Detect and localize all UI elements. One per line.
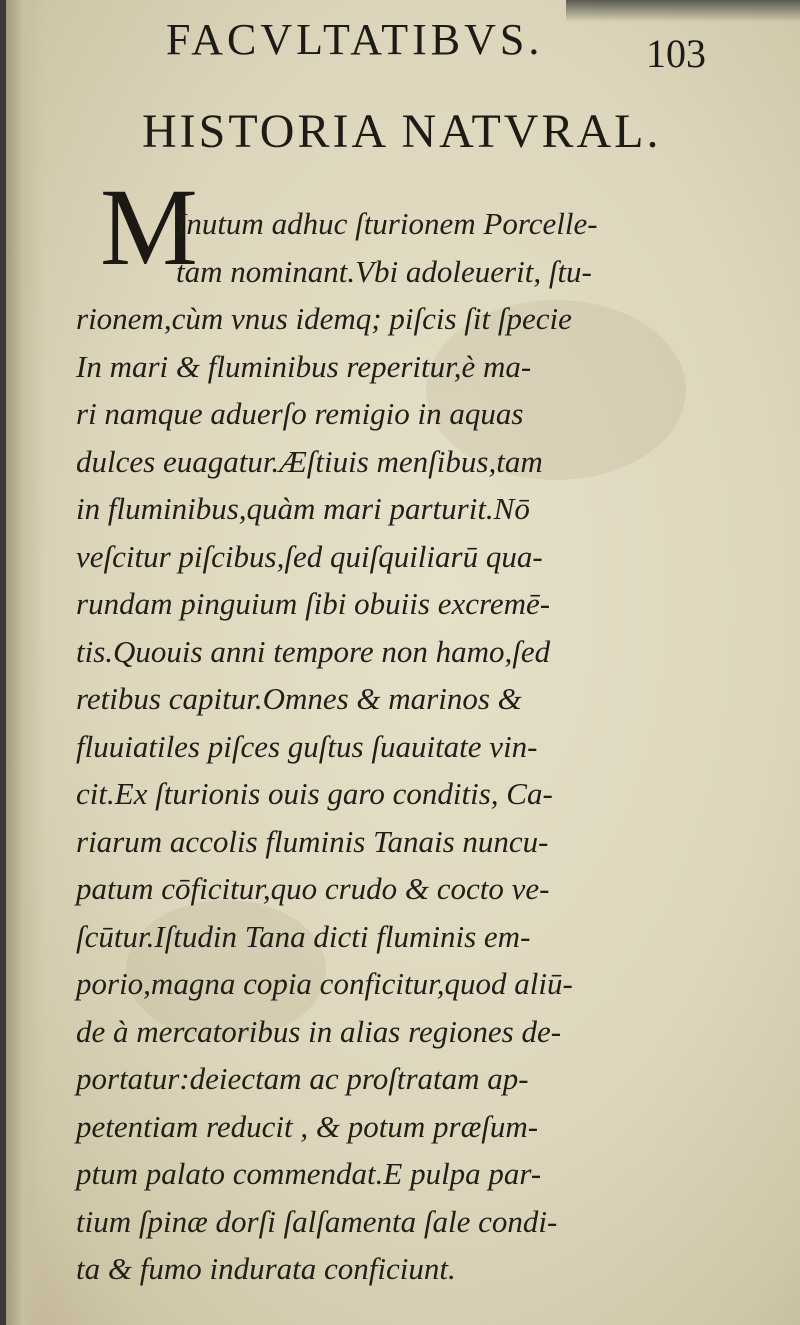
text-line: ſcūtur.Iſtudin Tana dicti fluminis em- — [76, 918, 531, 954]
text-line: ri namque aduerſo remigio in aquas — [76, 396, 524, 431]
running-head-title: FACVLTATIBVS. — [166, 15, 544, 64]
text-line: tam nominant.Vbi adoleuerit, ſtu- — [176, 253, 592, 289]
book-page — [6, 0, 800, 1325]
text-line: cit.Ex ſturionis ouis garo conditis, Ca- — [76, 776, 553, 811]
text-line: porio,magna copia conficitur,quod aliū- — [76, 966, 573, 1001]
text-line: veſcitur piſcibus,ſed quiſquiliarū qua- — [76, 538, 543, 574]
page-gutter-shadow — [6, 0, 44, 1325]
page-number: 103 — [646, 31, 706, 76]
text-line: rundam pinguium ſibi obuiis excremē- — [76, 586, 551, 621]
text-line: In mari & fluminibus reperitur,è ma- — [76, 348, 532, 384]
text-line: tium ſpinæ dorſi ſalſamenta ſale condi- — [76, 1203, 558, 1239]
text-line: tis.Quouis anni tempore non hamo,ſed — [76, 633, 551, 669]
text-line: ta & fumo indurata conficiunt. — [76, 1251, 456, 1286]
top-edge-shadow — [566, 0, 800, 22]
text-line: in fluminibus,quàm mari parturit.Nō — [76, 491, 530, 526]
text-line: retibus capitur.Omnes & marinos & — [76, 681, 522, 716]
text-line: de à mercatoribus in alias regiones de- — [76, 1013, 562, 1049]
text-line: portatur:deiectam ac proſtratam ap- — [76, 1061, 529, 1096]
text-line: dulces euagatur.Æſtiuis menſibus,tam — [76, 443, 543, 479]
text-line: patum cōficitur,quo crudo & cocto ve- — [76, 871, 550, 906]
text-line: petentiam reducit , & potum præſum- — [76, 1108, 539, 1144]
drop-cap-initial: M — [100, 166, 198, 288]
text-line: riarum accolis fluminis Tanais nuncu- — [76, 823, 549, 859]
text-line: Inutum adhuc ſturionem Porcelle- — [176, 206, 598, 241]
section-title: HISTORIA NATVRAL. — [142, 105, 662, 158]
text-line: rionem,cùm vnus idemq; piſcis ſit ſpecie — [76, 301, 572, 336]
body-text — [76, 200, 706, 1293]
text-line: ptum palato commendat.E pulpa par- — [76, 1156, 542, 1191]
text-line: fluuiatiles piſces guſtus ſuauitate vin- — [76, 728, 538, 764]
